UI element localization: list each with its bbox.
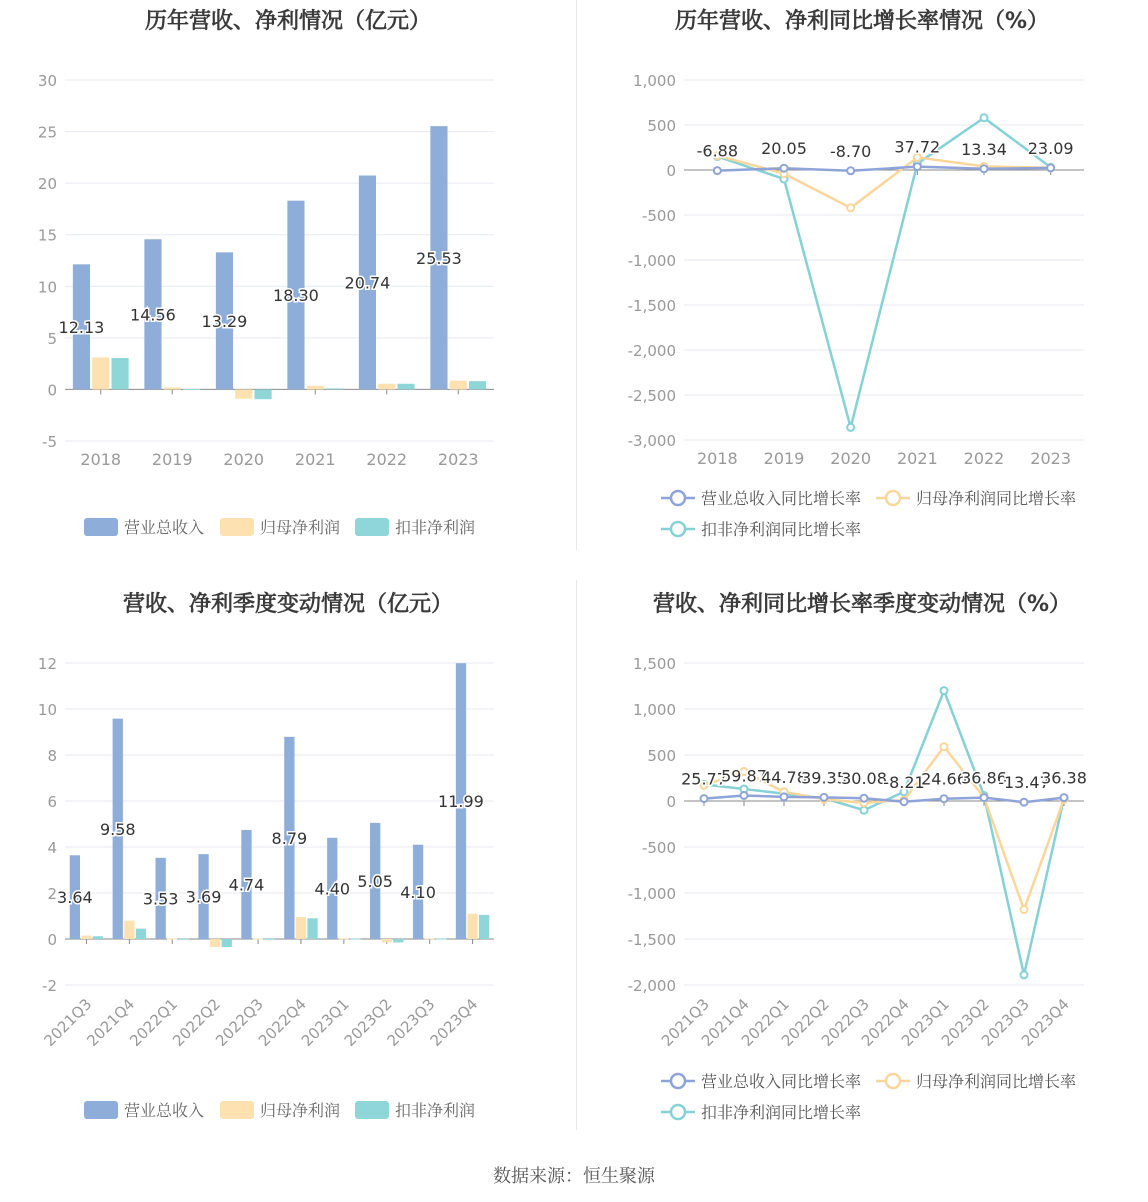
x-tick-label: 2022Q2 [778,995,833,1050]
y-tick-label: 8 [47,747,57,765]
x-tick-label: 2022Q3 [212,995,267,1050]
y-tick-label: -3,000 [627,432,676,450]
legend-swatch [355,518,389,536]
data-label: 9.58 [99,819,136,839]
data-label: 4.40 [314,879,351,899]
series-point [821,794,828,801]
chart-title: 历年营收、净利同比增长率情况（%） [674,9,1050,34]
y-tick-label: 0 [47,931,57,949]
y-tick-label: 6 [47,793,57,811]
bar-parent [81,936,91,939]
y-tick-label: 15 [37,226,57,245]
y-tick-label: -2 [42,977,57,995]
y-tick-label: 0 [666,793,676,811]
y-tick-label: 10 [37,701,57,719]
data-label: 23.09 [1027,138,1074,158]
y-tick-label: 25 [37,123,57,142]
x-tick-label: 2022Q4 [858,995,913,1050]
x-tick-label: 2018 [696,449,738,468]
series-point [847,204,854,211]
legend-label: 归母净利润 [260,1101,341,1120]
chart-title: 历年营收、净利情况（亿元） [144,9,431,34]
x-tick-label: 2019 [763,449,805,468]
legend-label: 营业总收入 [124,518,205,537]
bar-deducted [264,939,274,940]
y-tick-label: 10 [37,278,57,297]
series-point [1021,971,1028,978]
data-label: 24.66 [921,769,967,789]
x-tick-label: 2022 [963,449,1005,468]
series-point [741,792,748,799]
series-point [914,163,921,170]
chart-title: 营收、净利季度变动情况（亿元） [122,592,453,617]
bar-deducted [393,939,403,942]
bar-parent [307,386,324,390]
bar-parent [339,938,349,939]
bar-deducted [307,918,317,939]
y-tick-label: 20 [37,175,57,194]
vertical-divider-top [576,0,577,550]
bar-parent [164,387,181,389]
x-tick-label: 2021Q4 [698,995,753,1050]
legend-label: 扣非净利润 [395,1101,476,1120]
data-label: -6.88 [696,141,739,161]
bar-deducted [136,929,146,939]
series-point [861,795,868,802]
quarter-bar-panel [0,583,576,1143]
bar-deducted [254,389,271,399]
legend-label: 扣非净利润 [395,518,476,537]
y-tick-label: 30 [37,72,57,90]
bar-deducted [93,936,103,939]
y-tick-label: -5 [42,433,57,451]
y-tick-label: 1,500 [633,655,676,673]
x-tick-label: 2019 [151,450,193,469]
x-tick-label: 2023 [437,450,479,469]
series-point [847,167,854,174]
legend-marker [671,522,685,536]
y-tick-label: 4 [47,839,57,857]
series-point [861,807,868,814]
legend-label: 扣非净利润同比增长率 [701,520,862,539]
series-point [941,687,948,694]
data-label: 30.08 [841,769,887,789]
legend-label: 营业总收入 [124,1101,205,1120]
y-tick-label: -2,000 [627,977,676,995]
x-tick-label: 2023Q1 [297,995,353,1050]
legend-marker [671,491,685,505]
y-tick-label: 1,000 [633,701,676,719]
data-label: 8.79 [271,828,308,848]
x-tick-label: 2022 [366,450,408,469]
bar-parent [382,939,392,942]
series-point [1021,906,1028,913]
data-label: 3.64 [57,888,93,908]
data-label: 36.86 [961,768,1007,788]
data-label: 20.05 [761,139,807,159]
data-label: 18.30 [273,286,319,306]
bar-deducted [350,939,360,940]
legend-label: 归母净利润 [260,518,341,537]
bar-parent [92,357,109,389]
x-tick-label: 2021Q3 [40,995,96,1050]
y-tick-label: 5 [47,329,57,348]
legend-label: 归母净利润同比增长率 [916,489,1077,508]
y-tick-label: 500 [647,117,676,135]
data-label: 39.35 [801,768,847,788]
data-label: 14.56 [130,305,176,325]
bar-parent [124,921,134,939]
quarter-line-chart [576,583,1148,1143]
quarter-bar-chart [0,583,576,1143]
series-line [704,691,1064,975]
x-tick-label: 2022Q4 [254,995,310,1050]
series-point [941,795,948,802]
data-label: 36.38 [1041,768,1087,788]
y-tick-label: -2,000 [627,342,676,360]
series-point [1061,794,1068,801]
x-tick-label: 2021Q4 [83,995,139,1050]
bar-deducted [397,384,414,390]
legend-marker [671,1105,685,1119]
series-point [714,167,721,174]
bar-deducted [179,939,189,940]
x-tick-label: 2020 [830,449,872,468]
data-label: 59.87 [721,766,767,786]
annual-bar-chart [0,0,576,560]
data-label: -13.47 [998,773,1050,793]
y-tick-label: -1,500 [627,931,676,949]
x-tick-label: 2023Q3 [383,995,439,1050]
data-label: -8.70 [829,141,872,161]
x-tick-label: 2023 [1030,449,1072,468]
y-tick-label: -1,500 [627,297,676,315]
series-line [717,156,1050,208]
bar-deducted [436,939,446,940]
series-line [717,118,1050,428]
x-tick-label: 2021Q3 [658,995,713,1050]
x-tick-label: 2021 [896,449,938,468]
data-label: 4.10 [400,882,436,902]
chart-title: 营收、净利同比增长率季度变动情况（%） [652,592,1072,617]
x-tick-label: 2022Q1 [738,995,793,1050]
series-point [1047,164,1054,171]
x-tick-label: 2023Q1 [898,995,953,1050]
y-tick-label: -2,500 [627,387,676,405]
annual-bar-panel [0,0,576,560]
bar-parent [167,939,177,940]
bar-deducted [479,915,489,939]
x-tick-label: 2020 [223,450,265,469]
x-tick-label: 2022Q2 [169,995,224,1050]
bar-parent [296,917,306,939]
y-tick-label: -1,000 [627,885,676,903]
bar-deducted [326,388,343,389]
series-point [847,424,854,431]
vertical-divider-bottom [576,580,577,1130]
legend-swatch [355,1101,389,1119]
bar-parent [378,384,395,390]
bar-deducted [111,358,128,389]
quarter-line-panel [576,583,1148,1143]
y-tick-label: 1,000 [633,72,676,90]
bar-parent [467,914,477,939]
y-tick-label: 0 [666,162,676,180]
data-source: 数据来源：恒生聚源 [493,1166,655,1187]
data-label: 3.53 [142,889,179,909]
y-tick-label: 2 [47,885,57,903]
legend-swatch [220,1101,254,1119]
y-tick-label: -1,000 [627,252,676,270]
x-tick-label: 2022Q1 [126,995,182,1050]
legend-label: 营业总收入同比增长率 [701,1072,862,1091]
legend-marker [886,491,900,505]
data-label: -8.21 [883,772,925,792]
data-label: 44.78 [761,767,807,787]
legend-swatch [220,518,254,536]
bar-deducted [183,389,200,390]
bar-parent [210,939,220,947]
bar-deducted [469,381,486,389]
series-point [981,165,988,172]
data-label: 3.69 [185,887,222,907]
data-label: 25.53 [416,248,462,268]
x-tick-label: 2021 [294,450,336,469]
data-label: 20.74 [344,273,391,293]
series-point [701,795,708,802]
y-tick-label: -500 [641,839,676,857]
data-label: 11.99 [438,792,484,812]
y-tick-label: 500 [647,747,676,765]
bar-parent [450,381,467,390]
legend-label: 扣非净利润同比增长率 [701,1103,862,1122]
series-point [781,165,788,172]
series-point [1021,799,1028,806]
legend-marker [886,1074,900,1088]
x-tick-label: 2022Q3 [818,995,873,1050]
legend-label: 营业总收入同比增长率 [701,489,862,508]
y-tick-label: 12 [37,655,57,673]
series-point [941,743,948,750]
bar-parent [235,389,252,398]
x-tick-label: 2023Q3 [978,995,1033,1050]
data-label: 13.34 [961,139,1007,159]
series-point [981,794,988,801]
series-point [901,798,908,805]
x-tick-label: 2023Q2 [938,995,993,1050]
data-label: 5.05 [357,871,393,891]
x-tick-label: 2023Q4 [426,995,482,1050]
data-label: 12.13 [58,317,105,337]
annual-line-panel [576,0,1148,560]
y-tick-label: -500 [641,207,676,225]
legend-label: 归母净利润同比增长率 [916,1072,1077,1091]
x-tick-label: 2018 [80,450,122,469]
x-tick-label: 2023Q2 [340,995,396,1050]
bar-deducted [222,939,232,947]
y-tick-label: 0 [47,381,57,400]
data-label: 37.72 [894,137,941,157]
data-label: 13.29 [201,311,248,331]
x-tick-label: 2023Q4 [1018,995,1073,1050]
series-point [981,114,988,121]
data-label: 4.74 [228,875,265,895]
legend-swatch [84,518,118,536]
annual-line-chart [576,0,1148,560]
bar-parent [425,938,435,939]
series-point [781,793,788,800]
legend-marker [671,1074,685,1088]
data-label: 25.77 [681,769,727,789]
bar-parent [253,939,263,940]
legend-swatch [84,1101,118,1119]
